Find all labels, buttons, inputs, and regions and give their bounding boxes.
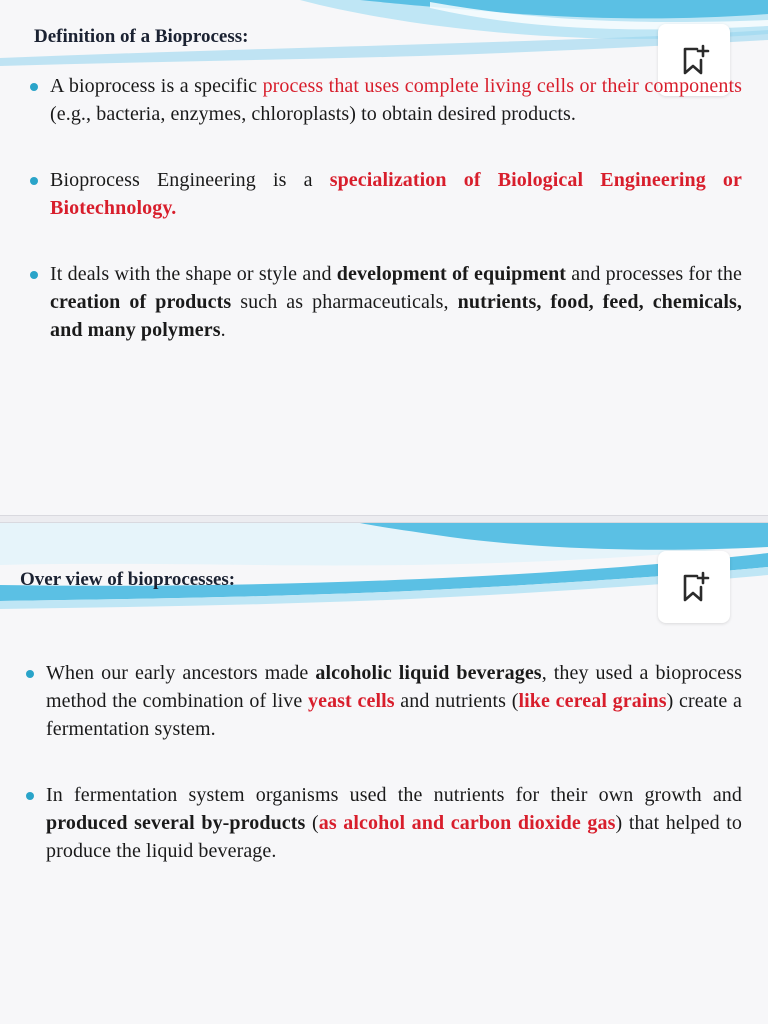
slide-title: Definition of a Bioprocess: — [34, 26, 249, 47]
text-run: It deals with the shape or style and — [50, 263, 337, 285]
text-run: In fermentation system organisms used the nutrients for their own growth and — [46, 784, 742, 806]
bullet-item — [28, 72, 742, 128]
text-run: and processes for the — [566, 263, 742, 285]
text-run: ( — [305, 812, 319, 834]
text-run: such as pharmaceuticals, — [231, 291, 458, 313]
text-run: (e.g., bacteria, enzymes, chloroplasts) to obtain desired products. — [50, 103, 576, 125]
bullet-list — [24, 659, 742, 903]
bullet-item — [28, 166, 742, 222]
text-run: yeast cells — [308, 690, 395, 712]
text-run: When our early ancestors made — [46, 662, 316, 684]
text-run: process that uses complete living cells or their components — [262, 75, 742, 97]
bookmark-button[interactable] — [658, 551, 730, 623]
text-run: specialization of Biological Engineering or Biotechnology. — [50, 169, 743, 219]
bookmark-add-icon — [677, 570, 711, 604]
text-run: as alcohol and carbon dioxide gas — [318, 812, 616, 834]
text-run: like cereal grains — [518, 690, 667, 712]
bullet-item — [24, 781, 742, 865]
text-run: ) create a fermentation system. — [46, 690, 742, 740]
bullet-item — [24, 659, 742, 743]
text-run: development of equipment — [336, 263, 567, 285]
text-run: A bioprocess is a specific — [50, 75, 263, 97]
text-run: creation of products — [50, 291, 232, 313]
text-run: and nutrients ( — [394, 690, 519, 712]
text-run: alcoholic liquid beverages — [315, 662, 542, 684]
text-run: nutrients, food, feed, chemicals, and many polymers — [50, 291, 743, 341]
text-run: , they used a bioprocess method the combination of live — [46, 662, 742, 712]
text-run: produced several by-products — [46, 812, 306, 834]
slide-title: Over view of bioprocesses: — [20, 569, 236, 590]
slide-overview — [0, 522, 768, 1024]
bullet-list — [28, 72, 742, 382]
text-run: ) that helped to produce the liquid beverage. — [46, 812, 742, 862]
text-run: Bioprocess Engineering is a — [50, 169, 330, 191]
bullet-item — [28, 260, 742, 344]
text-run: . — [220, 319, 226, 341]
